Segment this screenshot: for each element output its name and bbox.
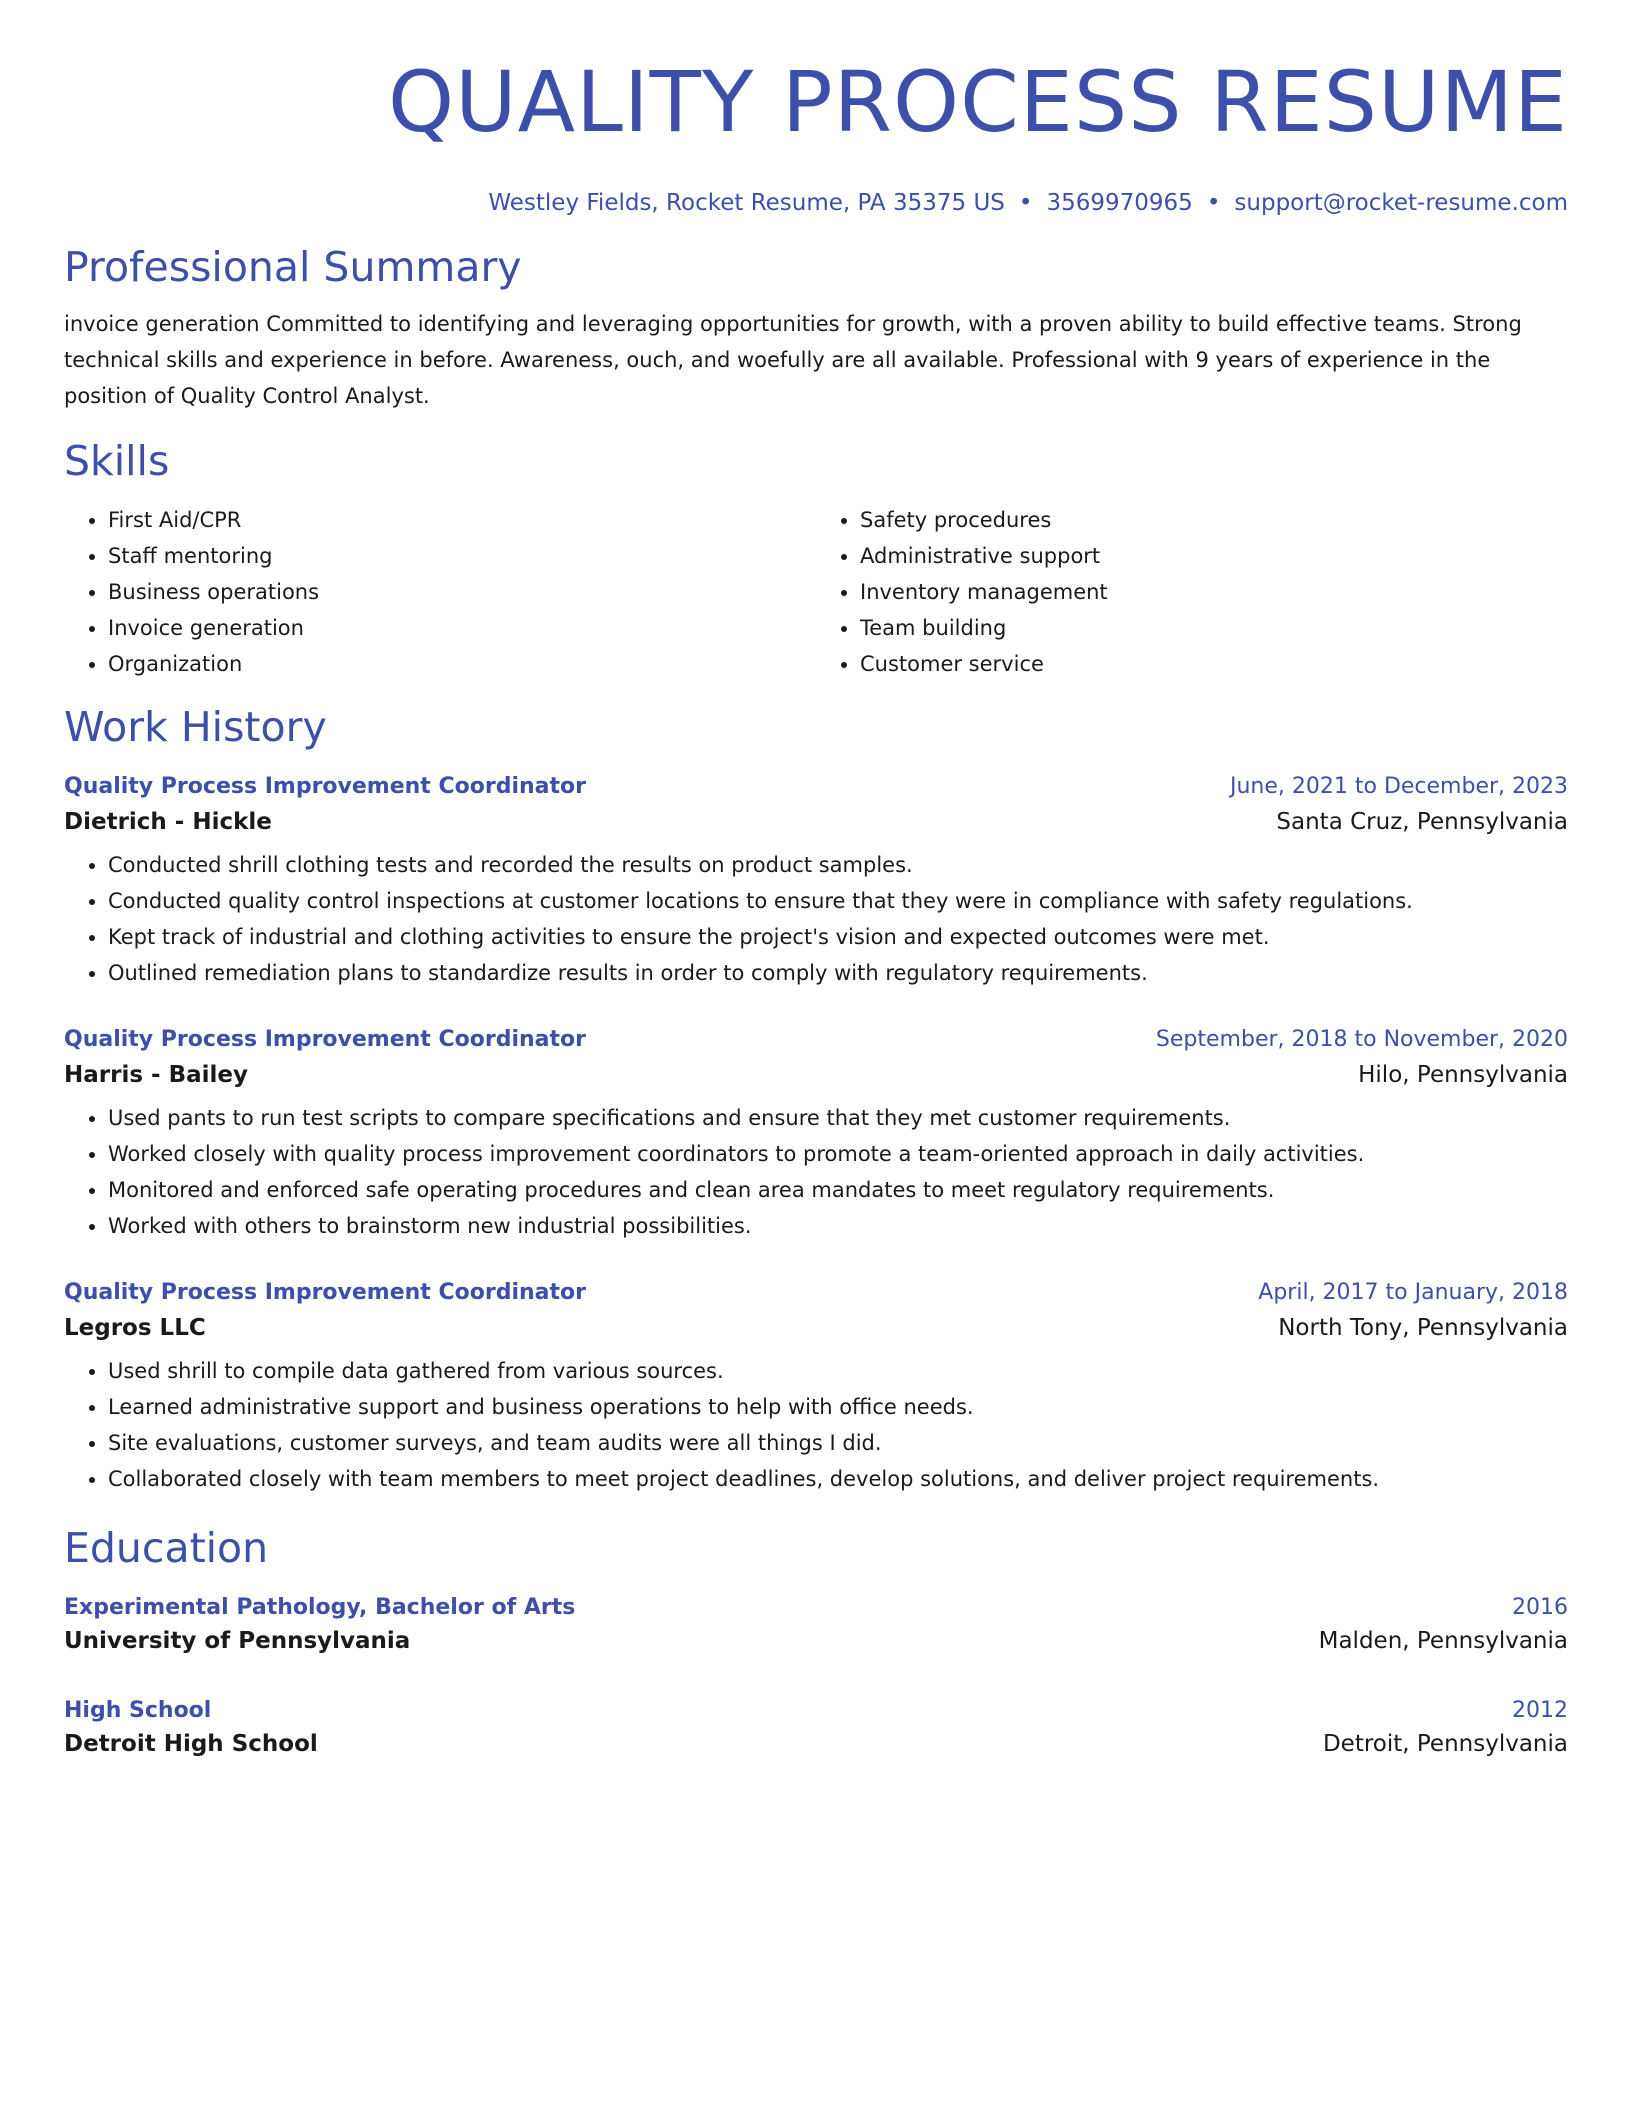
skills-heading: Skills bbox=[64, 437, 170, 485]
work-history-section bbox=[64, 702, 1568, 1497]
job-bullet: • Used pants to run test scripts to compare specifications and ensure that they met customer requirements. bbox=[108, 1100, 1568, 1136]
skill-item: • Team building bbox=[860, 610, 1568, 646]
skill-item: • Administrative support bbox=[860, 538, 1568, 574]
summary-text: invoice generation Committed to identifying and leveraging opportunities for growth, with a proven ability to build effective teams. Strong technical skills and experience in before. Awareness, ouch, and woefully are all available. Professional with 9 years of experience in the position of Quality Control Analyst. bbox=[64, 312, 1522, 408]
education-entry bbox=[64, 1595, 1568, 1654]
contact-phone: 3569970965 bbox=[1046, 190, 1193, 216]
education-degree: High School bbox=[64, 1698, 212, 1723]
summary-section bbox=[64, 242, 1568, 414]
job-bullet: • Kept track of industrial and clothing activities to ensure the project's vision and expected outcomes were met. bbox=[108, 919, 1568, 955]
skills-section bbox=[64, 436, 1568, 682]
job-header-row bbox=[64, 1027, 1568, 1052]
skill-item: • Staff mentoring bbox=[108, 538, 816, 574]
contact-email: support@rocket-resume.com bbox=[1234, 190, 1568, 216]
job-title: Quality Process Improvement Coordinator bbox=[64, 1027, 586, 1052]
skill-item: • First Aid/CPR bbox=[108, 502, 816, 538]
job-bullet: • Conducted shrill clothing tests and recorded the results on product samples. bbox=[108, 847, 1568, 883]
job-header-row bbox=[64, 1280, 1568, 1305]
job-bullet: • Conducted quality control inspections at customer locations to ensure that they were in compliance with safety regulations. bbox=[108, 883, 1568, 919]
job-company-row bbox=[64, 1062, 1568, 1088]
education-heading: Education bbox=[64, 1524, 269, 1572]
job-entry bbox=[64, 1027, 1568, 1244]
job-title: Quality Process Improvement Coordinator bbox=[64, 1280, 586, 1305]
education-school-row bbox=[64, 1628, 1568, 1654]
skills-list-right bbox=[816, 502, 1568, 682]
skills-columns bbox=[64, 502, 1568, 682]
job-bullet: • Worked with others to brainstorm new industrial possibilities. bbox=[108, 1208, 1568, 1244]
job-bullets bbox=[64, 847, 1568, 991]
contact-line bbox=[64, 188, 1568, 218]
job-bullets bbox=[64, 1100, 1568, 1244]
job-bullets bbox=[64, 1353, 1568, 1497]
job-company: Legros LLC bbox=[64, 1315, 206, 1341]
education-entry bbox=[64, 1698, 1568, 1757]
education-year: 2016 bbox=[1512, 1595, 1568, 1620]
job-title: Quality Process Improvement Coordinator bbox=[64, 774, 586, 799]
contact-separator: • bbox=[1206, 190, 1221, 216]
job-company: Harris - Bailey bbox=[64, 1062, 248, 1088]
job-bullet: • Outlined remediation plans to standardize results in order to comply with regulatory requirements. bbox=[108, 955, 1568, 991]
education-header-row bbox=[64, 1595, 1568, 1620]
job-header-row bbox=[64, 774, 1568, 799]
job-dates: September, 2018 to November, 2020 bbox=[1155, 1027, 1568, 1052]
job-location: Hilo, Pennsylvania bbox=[1358, 1062, 1568, 1088]
job-bullet: • Monitored and enforced safe operating procedures and clean area mandates to meet regulatory requirements. bbox=[108, 1172, 1568, 1208]
education-section bbox=[64, 1523, 1568, 1757]
contact-address: Westley Fields, Rocket Resume, PA 35375 US bbox=[488, 190, 1005, 216]
education-location: Detroit, Pennsylvania bbox=[1322, 1731, 1568, 1757]
job-company: Dietrich - Hickle bbox=[64, 809, 272, 835]
job-bullet: • Worked closely with quality process improvement coordinators to promote a team-oriented approach in daily activities. bbox=[108, 1136, 1568, 1172]
education-school: Detroit High School bbox=[64, 1731, 318, 1757]
skill-item: • Invoice generation bbox=[108, 610, 816, 646]
work-history-heading: Work History bbox=[64, 703, 327, 751]
summary-heading: Professional Summary bbox=[64, 243, 522, 291]
job-dates: June, 2021 to December, 2023 bbox=[1229, 774, 1568, 799]
job-entry bbox=[64, 1280, 1568, 1497]
education-school-row bbox=[64, 1731, 1568, 1757]
job-location: North Tony, Pennsylvania bbox=[1278, 1315, 1568, 1341]
skill-item: • Customer service bbox=[860, 646, 1568, 682]
job-location: Santa Cruz, Pennsylvania bbox=[1276, 809, 1568, 835]
education-location: Malden, Pennsylvania bbox=[1318, 1628, 1568, 1654]
skill-item: • Safety procedures bbox=[860, 502, 1568, 538]
education-year: 2012 bbox=[1512, 1698, 1568, 1723]
job-bullet: • Used shrill to compile data gathered from various sources. bbox=[108, 1353, 1568, 1389]
job-bullet: • Site evaluations, customer surveys, and team audits were all things I did. bbox=[108, 1425, 1568, 1461]
education-school: University of Pennsylvania bbox=[64, 1628, 411, 1654]
education-degree: Experimental Pathology, Bachelor of Arts bbox=[64, 1595, 576, 1620]
skill-item: • Business operations bbox=[108, 574, 816, 610]
education-header-row bbox=[64, 1698, 1568, 1723]
job-bullet: • Collaborated closely with team members to meet project deadlines, develop solutions, and deliver project requirements. bbox=[108, 1461, 1568, 1497]
contact-separator: • bbox=[1018, 190, 1033, 216]
resume-title: QUALITY PROCESS RESUME bbox=[388, 53, 1568, 151]
job-company-row bbox=[64, 809, 1568, 835]
skill-item: • Inventory management bbox=[860, 574, 1568, 610]
skills-list-left bbox=[64, 502, 816, 682]
job-dates: April, 2017 to January, 2018 bbox=[1258, 1280, 1568, 1305]
job-company-row bbox=[64, 1315, 1568, 1341]
job-bullet: • Learned administrative support and business operations to help with office needs. bbox=[108, 1389, 1568, 1425]
job-entry bbox=[64, 774, 1568, 991]
skill-item: • Organization bbox=[108, 646, 816, 682]
